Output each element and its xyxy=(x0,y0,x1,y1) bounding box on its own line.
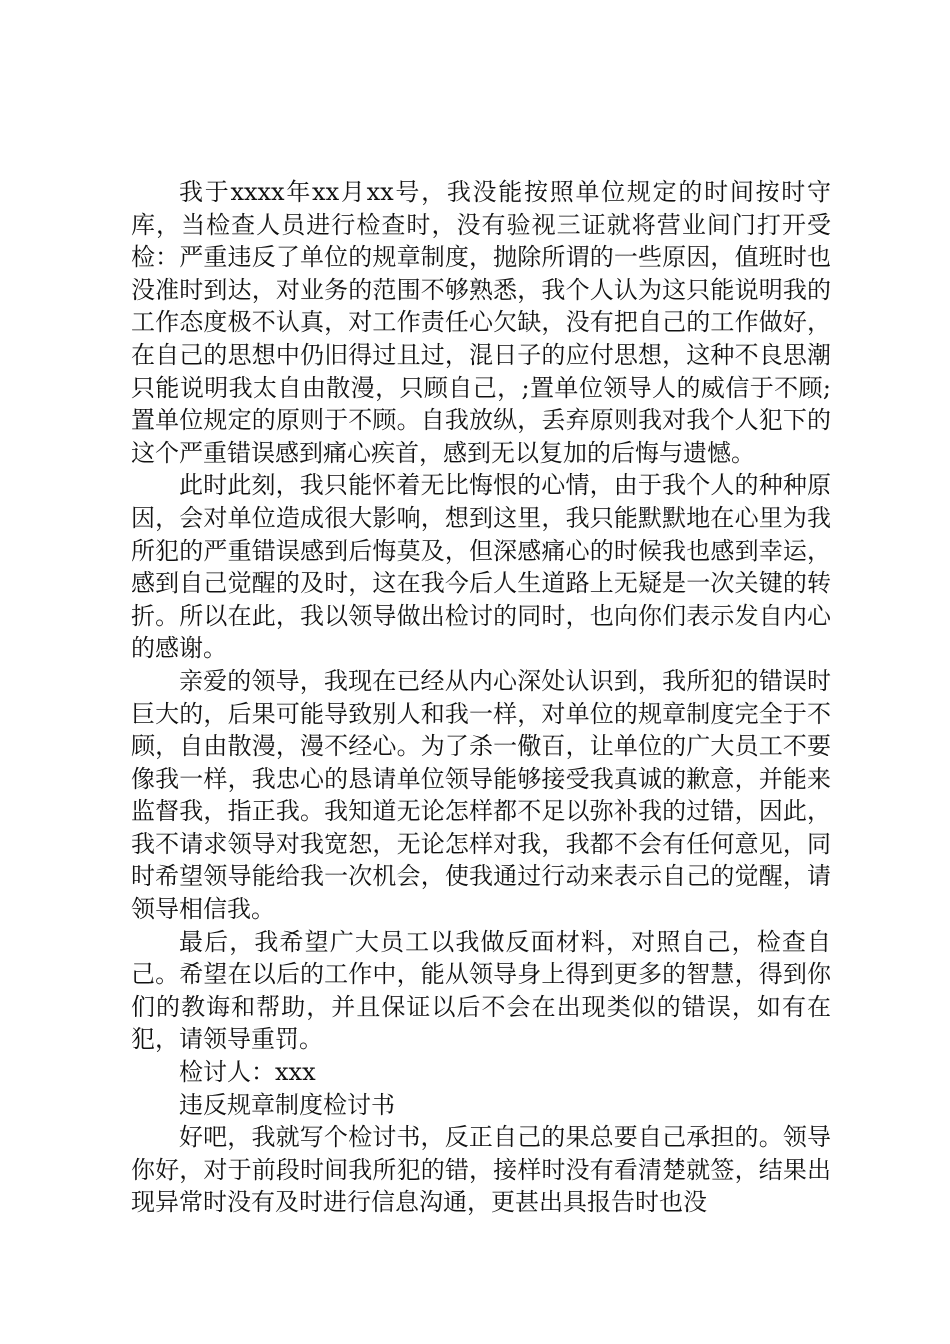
second-document-title: 违反规章制度检讨书 xyxy=(179,1090,395,1119)
paragraph-1: 我于xxxx年xx月xx号，我没能按照单位规定的时间按时守库，当检查人员进行检查时，没有验视三证就将营业间门打开受检：严重违反了单位的规章制度，抛除所谓的一些原因，值班时也没准时到达，对业务的范围不够熟悉，我个人认为这只能说明我的工作态度极不认真，对工作责任心欠缺，没有把自己的工作做好，在自己的思想中仍旧得过且过，混日子的应付思想，这种不良思潮只能说明我太自由散漫，只顾自己，;置单位领导人的威信于不顾;置单位规定的原则于不顾。自我放纵，丢弃原则我对我个人犯下的这个严重错误感到痛心疾首，感到无以复加的后悔与遗憾。 xyxy=(131,178,831,467)
paragraph-4: 最后，我希望广大员工以我做反面材料，对照自己，检查自己。希望在以后的工作中，能从领导身上得到更多的智慧，得到你们的教诲和帮助，并且保证以后不会在出现类似的错误，如有在犯，请领导重罚。 xyxy=(131,927,831,1054)
document-body xyxy=(131,176,831,1219)
paragraph-5: 好吧，我就写个检讨书，反正自己的果总要自己承担的。领导你好，对于前段时间我所犯的错，接样时没有看清楚就签，结果出现异常时没有及时进行信息沟通，更甚出具报告时也没 xyxy=(131,1123,831,1217)
paragraph-3: 亲爱的领导，我现在已经从内心深处认识到，我所犯的错误时巨大的，后果可能导致别人和我一样，对单位的规章制度完全于不顾，自由散漫，漫不经心。为了杀一儆百，让单位的广大员工不要像我一样，我忠心的恳请单位领导能够接受我真诚的歉意，并能来监督我，指正我。我知道无论怎样都不足以弥补我的过错，因此，我不请求领导对我宽恕，无论怎样对我，我都不会有任何意见，同时希望领导能给我一次机会，使我通过行动来表示自己的觉醒，请领导相信我。 xyxy=(131,666,831,924)
signature-line: 检讨人：xxx xyxy=(179,1058,316,1087)
paragraph-2: 此时此刻，我只能怀着无比悔恨的心情，由于我个人的种种原因，会对单位造成很大影响，想到这里，我只能默默地在心里为我所犯的严重错误感到后悔莫及，但深感痛心的时候我也感到幸运，感到自己觉醒的及时，这在我今后人生道路上无疑是一次关键的转折。所以在此，我以领导做出检讨的同时，也向你们表示发自内心的感谢。 xyxy=(131,471,831,663)
